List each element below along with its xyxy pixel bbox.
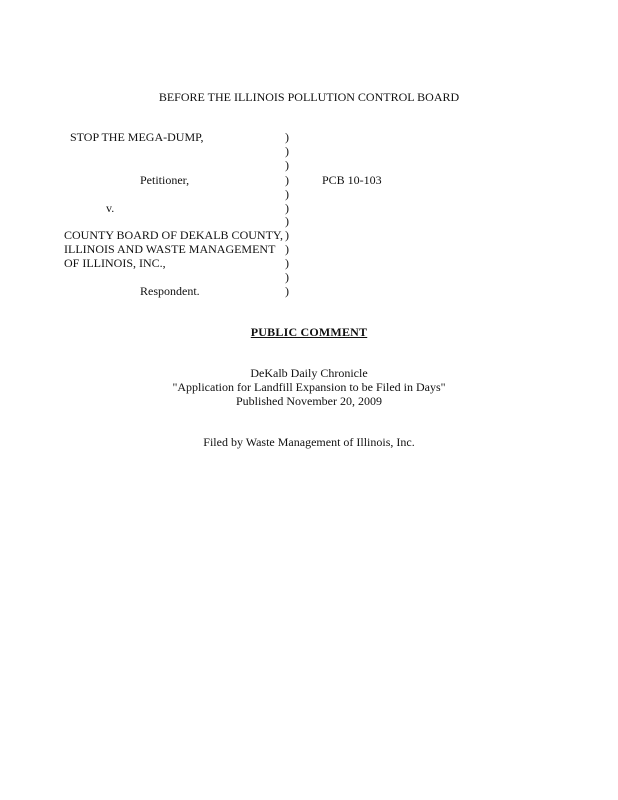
respondent-line-2: ILLINOIS AND WASTE MANAGEMENT bbox=[64, 242, 276, 256]
caption-paren: ) bbox=[285, 201, 289, 215]
publication-name: DeKalb Daily Chronicle bbox=[250, 366, 368, 380]
document-title: PUBLIC COMMENT bbox=[250, 325, 368, 339]
caption-paren: ) bbox=[285, 173, 289, 187]
published-date: Published November 20, 2009 bbox=[236, 394, 382, 408]
article-title: "Application for Landfill Expansion to be Filed in Days" bbox=[172, 380, 446, 394]
caption-paren: ) bbox=[285, 130, 289, 144]
petitioner-name: STOP THE MEGA-DUMP, bbox=[70, 130, 204, 144]
caption-paren: ) bbox=[285, 228, 289, 242]
caption-paren: ) bbox=[285, 144, 289, 158]
caption-paren: ) bbox=[285, 158, 289, 172]
caption-paren: ) bbox=[285, 256, 289, 270]
case-number: PCB 10-103 bbox=[322, 173, 382, 187]
board-heading: BEFORE THE ILLINOIS POLLUTION CONTROL BOARD bbox=[158, 90, 460, 104]
caption-paren: ) bbox=[285, 187, 289, 201]
filed-by: Filed by Waste Management of Illinois, Inc. bbox=[203, 435, 415, 449]
respondent-role: Respondent. bbox=[140, 284, 200, 298]
caption-paren: ) bbox=[285, 284, 289, 298]
respondent-line-3: OF ILLINOIS, INC., bbox=[64, 256, 166, 270]
versus: v. bbox=[106, 201, 115, 215]
caption-paren: ) bbox=[285, 270, 289, 284]
caption-paren: ) bbox=[285, 214, 289, 228]
petitioner-role: Petitioner, bbox=[140, 173, 190, 187]
respondent-line-1: COUNTY BOARD OF DEKALB COUNTY, bbox=[64, 228, 284, 242]
caption-paren: ) bbox=[285, 242, 289, 256]
